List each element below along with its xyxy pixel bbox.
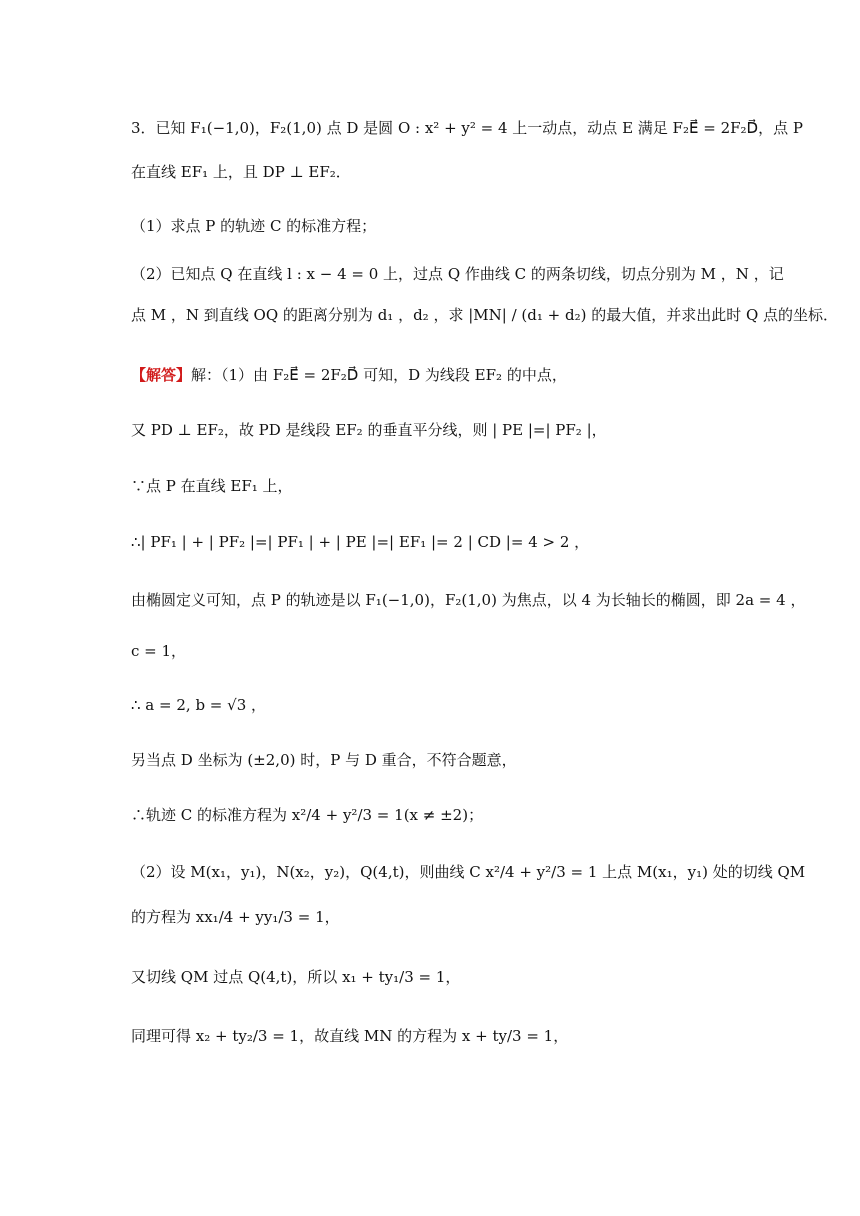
- solution-step-9: ∴轨迹 C 的标准方程为 x²/4 + y²/3 = 1(x ≠ ±2)；: [131, 806, 484, 824]
- solution-step-13: 同理可得 x₂ + ty₂/3 = 1，故直线 MN 的方程为 x + ty/3 = 1，: [131, 1027, 569, 1045]
- solution-step-5: 由椭圆定义可知，点 P 的轨迹是以 F₁(−1,0)，F₂(1,0) 为焦点，以 4 为长轴长的椭圆，即 2a = 4 ，: [131, 591, 806, 609]
- solution-step-4: ∴| PF₁ | + | PF₂ |=| PF₁ | + | PE |=| EF₁ |= 2 | CD |= 4 > 2 ，: [131, 533, 590, 551]
- solution-step-12: 又切线 QM 过点 Q(4,t)，所以 x₁ + ty₁/3 = 1，: [131, 968, 461, 986]
- problem-part-2-line-1: （2）已知点 Q 在直线 l : x − 4 = 0 上，过点 Q 作曲线 C 的两条切线，切点分别为 M ，N ，记: [131, 265, 784, 283]
- solution-step-2: 又 PD ⊥ EF₂，故 PD 是线段 EF₂ 的垂直平分线，则 | PE |=| PF₂ |，: [131, 421, 607, 439]
- problem-part-2-line-2: 点 M ，N 到直线 OQ 的距离分别为 d₁ ，d₂ ，求 |MN| / (d₁ + d₂) 的最大值，并求出此时 Q 点的坐标．: [131, 306, 839, 324]
- solution-step-3: ∵点 P 在直线 EF₁ 上，: [131, 477, 293, 495]
- solution-tag: 【解答】: [131, 366, 192, 384]
- problem-line-1: 3．已知 F₁(−1,0)，F₂(1,0) 点 D 是圆 O : x² + y² = 4 上一动点，动点 E 满足 F₂E⃗ = 2F₂D⃗，点 P: [131, 119, 803, 137]
- solution-step-8: 另当点 D 坐标为 (±2,0) 时，P 与 D 重合，不符合题意，: [131, 751, 517, 769]
- solution-step-1-text: 解：（1）由 F₂E⃗ = 2F₂D⃗ 可知，D 为线段 EF₂ 的中点，: [191, 366, 567, 384]
- problem-part-1: （1）求点 P 的轨迹 C 的标准方程；: [131, 217, 377, 235]
- solution-step-10: （2）设 M(x₁，y₁)，N(x₂，y₂)，Q(4,t)，则曲线 C x²/4 + y²/3 = 1 上点 M(x₁，y₁) 处的切线 QM: [131, 863, 806, 881]
- solution-step-1: [131, 363, 820, 387]
- solution-step-7: ∴ a = 2, b = √3 ，: [131, 696, 267, 714]
- solution-step-6: c = 1，: [131, 642, 187, 660]
- solution-step-11: 的方程为 xx₁/4 + yy₁/3 = 1，: [131, 908, 340, 926]
- problem-line-2: 在直线 EF₁ 上，且 DP ⊥ EF₂．: [131, 163, 351, 181]
